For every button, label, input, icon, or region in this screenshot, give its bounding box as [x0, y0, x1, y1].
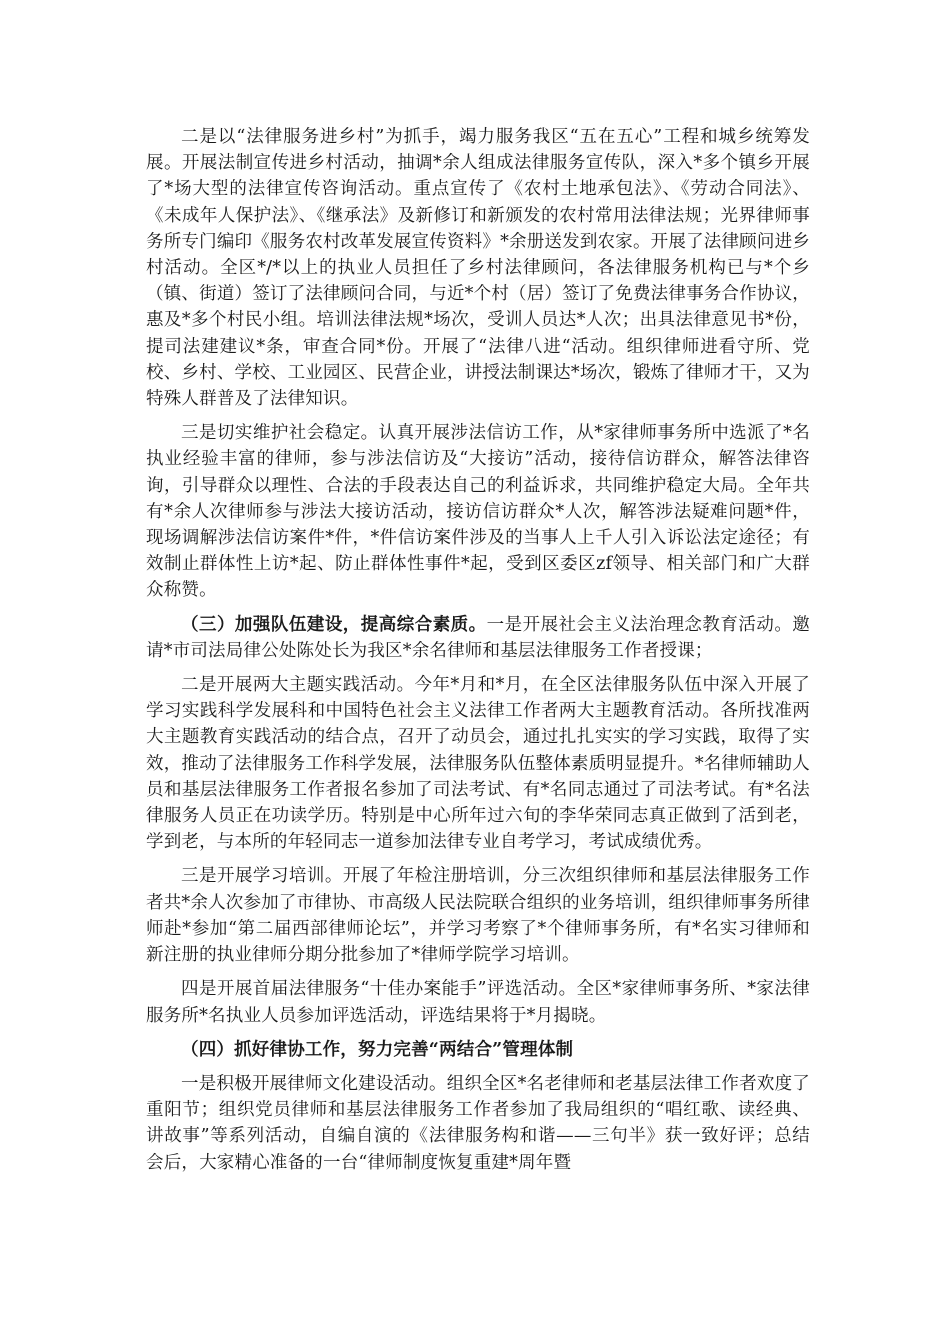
section-heading-3: （三）加强队伍建设，提高综合素质。	[181, 614, 487, 635]
paragraph-text: 四是开展首届法律服务“十佳办案能手”评选活动。全区*家律师事务所、*家法律服务所*名执业人员参加评选活动，评选结果将于*月揭晓。	[146, 979, 810, 1026]
paragraph-text: 三是切实维护社会稳定。认真开展涉法信访工作，从*家律师事务所中选派了*名执业经验丰富的律师，参与涉法信访及“大接访”活动，接待信访群众，解答法律咨询，引导群众以理性、合法的手段表达自己的利益诉求，共同维护稳定大局。全年共有*余人次律师参与涉法大接访活动，接访信访群众*人次，解答涉法疑难问题*件，现场调解涉法信访案件*件，*件信访案件涉及的当事人上千人引入诉讼法定途径；有效制止群体性上访*起、防止群体性事件*起，受到区委区zf领导、相关部门和广大群众称赞。	[146, 423, 810, 601]
paragraph-lawyer-culture	[146, 1071, 810, 1176]
paragraph-text: 二是开展两大主题实践活动。今年*月和*月，在全区法律服务队伍中深入开展了学习实践科学发展科和中国特色社会主义法律工作者两大主题教育活动。各所找准两大主题教育实践活动的结合点，召开了动员会，通过扎扎实实的学习实践，取得了实效，推动了法律服务工作科学发展，法律服务队伍整体素质明显提升。*名律师辅助人员和基层法律服务工作者报名参加了司法考试、有*名同志通过了司法考试。有*名法律服务人员正在功读学历。特别是中心所年过六旬的李华荣同志真正做到了活到老，学到老，与本所的年轻同志一道参加法律专业自考学习，考试成绩优秀。	[146, 675, 810, 853]
paragraph-top-ten-selection	[146, 976, 810, 1028]
paragraph-social-stability	[146, 420, 810, 603]
paragraph-team-building	[146, 612, 810, 664]
paragraph-rural-legal-services	[146, 124, 810, 412]
document-body	[146, 124, 810, 1184]
paragraph-text: 一是积极开展律师文化建设活动。组织全区*名老律师和老基层法律工作者欢度了重阳节；组织党员律师和基层法律服务工作者参加了我局组织的“唱红歌、读经典、讲故事”等系列活动，自编自演的《法律服务构和谐——三句半》获一致好评；总结会后，大家精心准备的一台“律师制度恢复重建*周年暨	[146, 1073, 810, 1173]
paragraph-text: 二是以“法律服务进乡村”为抓手，竭力服务我区“五在五心”工程和城乡统筹发展。开展法制宣传进乡村活动，抽调*余人组成法律服务宣传队，深入*多个镇乡开展了*场大型的法律宣传咨询活动。重点宣传了《农村土地承包法》、《劳动合同法》、《未成年人保护法》、《继承法》及新修订和新颁发的农村常用法律法规；光界律师事务所专门编印《服务农村改革发展宣传资料》*余册送发到农家。开展了法律顾问进乡村活动。全区*/*以上的执业人员担任了乡村法律顾问，各法律服务机构已与*个乡（镇、街道）签订了法律顾问合同，与近*个村（居）签订了免费法律事务合作协议，惠及*多个村民小组。培训法律法规*场次，受训人员达*人次；出具法律意见书*份，提司法建建议*条，审查合同*份。开展了“法律八进“活动。组织律师进看守所、党校、乡村、学校、工业园区、民营企业，讲授法制课达*场次，锻炼了律师才干，又为特殊人群普及了法律知识。	[146, 127, 810, 410]
paragraph-two-themes	[146, 672, 810, 855]
section-heading-4: （四）抓好律协工作，努力完善“两结合”管理体制	[181, 1039, 574, 1060]
paragraph-training	[146, 863, 810, 968]
paragraph-text: 一是开展社会主义法治理念教育活动。邀请*市司法局律公处陈处长为我区*余名律师和基层法律服务工作者授课；	[146, 614, 810, 661]
paragraph-text: 三是开展学习培训。开展了年检注册培训，分三次组织律师和基层法律服务工作者共*余人次参加了市律协、市高级人民法院联合组织的业务培训，组织律师事务所律师赴*参加“第二届西部律师论坛”，并学习考察了*个律师事务所，有*名实习律师和新注册的执业律师分期分批参加了*律师学院学习培训。	[146, 866, 810, 966]
